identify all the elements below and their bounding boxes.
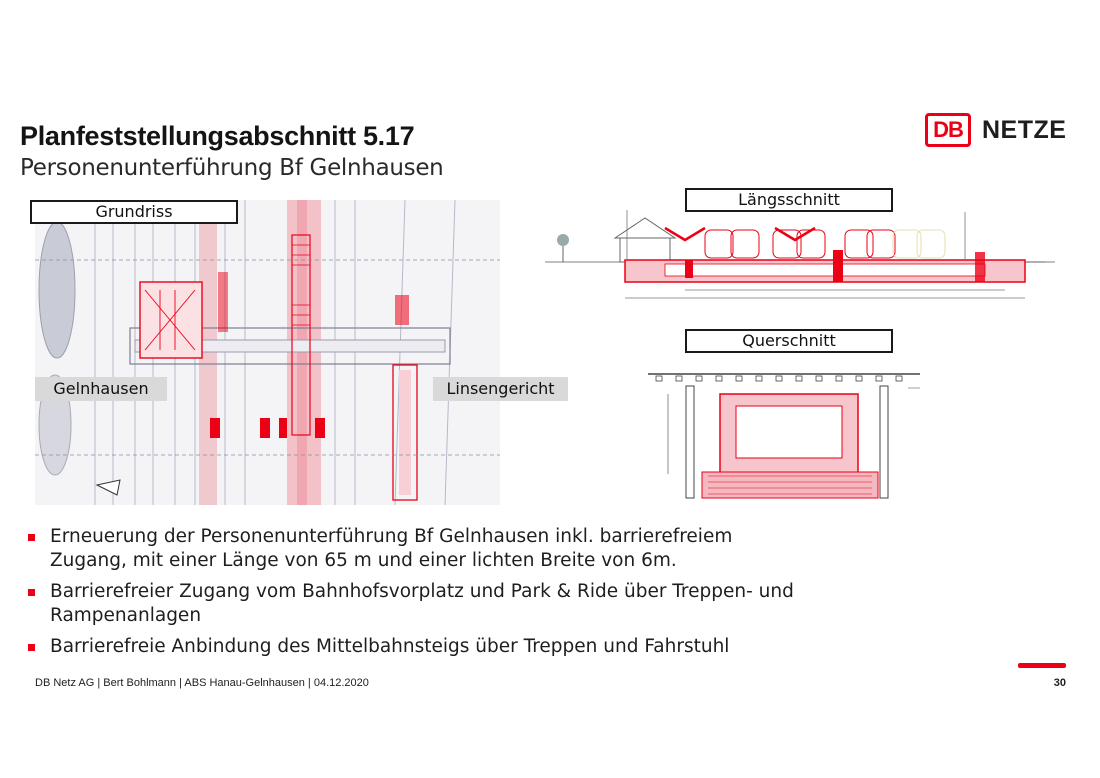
laengsschnitt-drawing (545, 210, 1055, 310)
bullet-item: Erneuerung der Personenunterführung Bf Gelnhausen inkl. barrierefreiem Zugang, mit einer Länge von 65 m und einer lichten Breite von 6m. (26, 525, 806, 573)
db-netze-logo (925, 113, 1066, 147)
bullet-item: Barrierefreier Zugang vom Bahnhofsvorplatz und Park & Ride über Treppen- und Rampenanlagen (26, 580, 806, 628)
linsengericht-label: Linsengericht (433, 377, 568, 401)
bullet-square-icon (28, 534, 35, 541)
footer-text: DB Netz AG | Bert Bohlmann | ABS Hanau-Gelnhausen | 04.12.2020 (35, 677, 369, 689)
laengsschnitt-section-image (545, 210, 1055, 310)
grundriss-label: Grundriss (30, 200, 238, 224)
db-logo-icon: DB (925, 113, 971, 147)
page-number: 30 (1053, 677, 1066, 689)
bullet-square-icon (28, 644, 35, 651)
bullet-square-icon (28, 589, 35, 596)
querschnitt-label: Querschnitt (685, 329, 893, 353)
bullet-item: Barrierefreie Anbindung des Mittelbahnsteigs über Treppen und Fahrstuhl (26, 635, 806, 659)
grundriss-plan-image (35, 200, 500, 505)
gelnhausen-label: Gelnhausen (35, 377, 167, 401)
querschnitt-drawing (648, 364, 920, 502)
page-accent-bar (1018, 663, 1066, 668)
grundriss-drawing (35, 200, 500, 505)
page-title: Planfeststellungsabschnitt 5.17 (20, 121, 415, 151)
laengsschnitt-label: Längsschnitt (685, 188, 893, 212)
netze-wordmark: NETZE (982, 115, 1067, 144)
bullet-list (26, 525, 806, 666)
querschnitt-section-image (648, 364, 920, 502)
page-subtitle: Personenunterführung Bf Gelnhausen (20, 155, 444, 181)
